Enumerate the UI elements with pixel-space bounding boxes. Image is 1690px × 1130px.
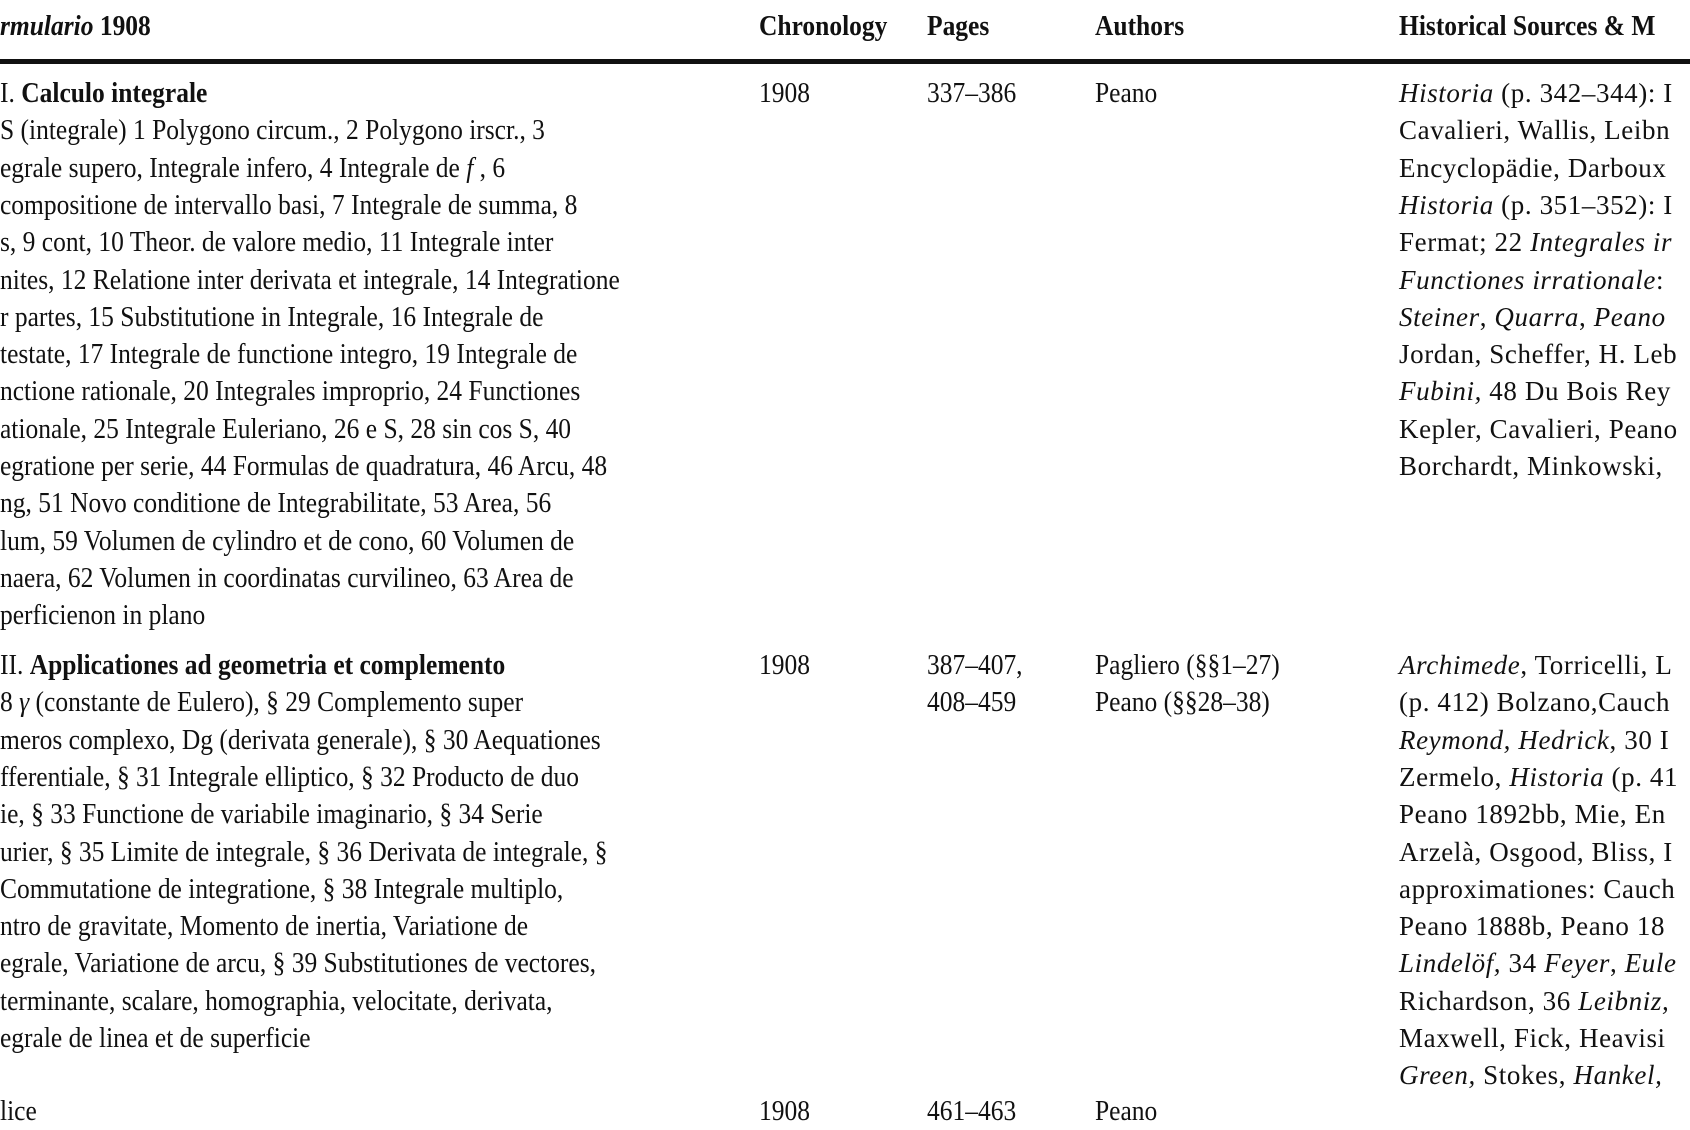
sources-line	[1399, 983, 1669, 1020]
contents-line	[0, 684, 523, 721]
contents-line	[0, 411, 571, 448]
contents-line	[0, 448, 607, 485]
text-segment: Encyclopädie, Darboux	[1399, 152, 1667, 183]
contents-line	[0, 983, 553, 1020]
text-segment: egrale de linea et de superficie	[0, 1023, 311, 1054]
sources-line	[1399, 1020, 1666, 1057]
text-segment: nctione rationale, 20 Integrales improprio, 24 Functiones	[0, 376, 581, 408]
text-segment: fferentiale, § 31 Integrale elliptico, § 32 Producto de duo	[0, 761, 580, 793]
sources-line	[1399, 150, 1667, 187]
text-segment: ie, § 33 Functione de variabile imaginario, § 34 Serie	[0, 799, 543, 831]
contents-line	[0, 75, 207, 112]
text-segment: egrale, Variatione de arcu, § 39 Substitutiones de vectores,	[0, 948, 597, 980]
italic-text: Lindelöf,	[1399, 948, 1502, 979]
contents-line	[0, 299, 543, 336]
sources-line	[1399, 75, 1673, 112]
header-chronology: Chronology	[759, 11, 888, 42]
text-segment: ng, 51 Novo conditione de Integrabilitate, 53 Area, 56	[0, 488, 552, 520]
header-rule	[0, 59, 1690, 64]
sources-line	[1399, 224, 1672, 261]
sources-line	[1399, 112, 1670, 149]
text-segment: ,	[1610, 948, 1625, 979]
pages-cell: 387–407,	[927, 650, 1023, 681]
text-segment: naera, 62 Volumen in coordinatas curvilineo, 63 Area de	[0, 562, 574, 594]
italic-text: Eule	[1624, 948, 1677, 979]
text-segment: 8	[0, 687, 20, 719]
text-segment: meros complexo, Dg (derivata generale), § 30 Aequationes	[0, 724, 601, 756]
chronology-cell: 1908	[759, 650, 810, 681]
text-segment: Jordan, Scheffer, H. Leb	[1399, 339, 1678, 370]
contents-line	[0, 112, 545, 149]
text-segment: 34	[1501, 948, 1545, 979]
chronology-cell: 1908	[759, 1096, 810, 1127]
contents-line	[0, 759, 579, 796]
sources-line	[1399, 299, 1666, 336]
contents-line	[0, 908, 528, 945]
text-segment: Kepler, Cavalieri, Peano	[1399, 413, 1678, 444]
italic-text: Historia	[1399, 78, 1494, 108]
sources-line	[1399, 722, 1669, 759]
text-segment: ,	[1479, 301, 1495, 332]
text-segment: s, 9 cont, 10 Theor. de valore medio, 11 Integrale inter	[0, 227, 554, 259]
contents-line	[0, 373, 580, 410]
text-segment: testate, 17 Integrale de functione integro, 19 Integrale de	[0, 339, 578, 371]
sources-line	[1399, 187, 1673, 224]
authors-cell: Peano (§§28–38)	[1095, 687, 1270, 719]
section-title: Applicationes ad geometria et complemento	[29, 650, 506, 681]
text-segment: (p. 412) Bolzano,Cauch	[1399, 687, 1671, 718]
sources-line	[1399, 834, 1673, 871]
text-segment: Arzelà, Osgood, Bliss, I	[1399, 836, 1673, 867]
text-segment: ,	[1579, 301, 1594, 332]
italic-text: Hankel,	[1573, 1060, 1663, 1091]
italic-text: γ	[19, 687, 30, 719]
header-title-italic: rmulario	[0, 11, 94, 42]
italic-text: Fubini,	[1399, 376, 1482, 407]
text-segment: Maxwell, Fick, Heavisi	[1399, 1023, 1666, 1053]
contents-line	[0, 834, 607, 871]
section-title: Calculo integrale	[21, 78, 208, 109]
sources-line	[1399, 871, 1675, 908]
text-segment: Peano 1892bb, Mie, En	[1399, 799, 1666, 830]
text-segment: I.	[0, 78, 22, 109]
contents-line	[0, 523, 574, 560]
italic-text: Historia	[1509, 761, 1605, 792]
contents-line	[0, 150, 505, 187]
italic-text: Archimede	[1399, 650, 1521, 680]
italic-text: Reymond, Hedrick	[1399, 724, 1610, 755]
contents-line	[0, 187, 577, 224]
text-segment: r partes, 15 Substitutione in Integrale, 16 Integrale de	[0, 301, 544, 333]
text-segment: (p. 351–352): I	[1493, 189, 1673, 220]
contents-line	[0, 945, 596, 982]
contents-line	[0, 796, 543, 833]
italic-text: Peano	[1593, 301, 1666, 332]
header-title-year: 1908	[93, 11, 151, 42]
text-segment: Commutatione de integratione, § 38 Integrale multiplo,	[0, 873, 564, 905]
sources-line	[1399, 336, 1677, 373]
contents-line	[0, 597, 205, 634]
text-segment: perficienon in plano	[0, 600, 206, 632]
contents-line	[0, 647, 505, 684]
pages-cell: 337–386	[927, 78, 1017, 109]
text-segment: lum, 59 Volumen de cylindro et de cono, 60 Volumen de	[0, 525, 575, 557]
text-segment: 48 Du Bois Rey	[1481, 376, 1671, 407]
text-segment: (constante de Eulero), § 29 Complemento super	[29, 687, 524, 719]
italic-text: f	[466, 152, 474, 184]
chronology-cell: 1908	[759, 78, 810, 109]
text-segment: , 6	[473, 152, 506, 184]
authors-cell: Pagliero (§§1–27)	[1095, 650, 1280, 681]
text-segment: compositione de intervallo basi, 7 Integrale de summa, 8	[0, 189, 578, 221]
contents-line	[0, 262, 620, 299]
authors-cell: Peano	[1095, 78, 1158, 109]
text-segment: urier, § 35 Limite de integrale, § 36 Derivata de integrale, §	[0, 836, 608, 868]
contents-line	[0, 224, 553, 261]
sources-line	[1399, 262, 1664, 299]
text-segment: ationale, 25 Integrale Euleriano, 26 e S, 28 sin cos S, 40	[0, 413, 572, 445]
header-pages: Pages	[927, 11, 990, 42]
contents-line	[0, 560, 574, 597]
text-segment: nites, 12 Relatione inter derivata et integrale, 14 Integratione	[0, 264, 620, 296]
italic-text: Steiner	[1399, 301, 1480, 332]
text-segment: S (integrale) 1 Polygono circum., 2 Polygono irscr., 3	[0, 115, 545, 147]
italic-text: Feyer	[1544, 948, 1611, 979]
authors-cell: Peano	[1095, 1096, 1158, 1127]
sources-line	[1399, 411, 1678, 448]
text-segment: egrale supero, Integrale infero, 4 Integrale de	[0, 152, 467, 184]
italic-text: Integrales ir	[1530, 227, 1673, 258]
text-segment: Richardson, 36	[1399, 985, 1579, 1016]
text-segment: egratione per serie, 44 Formulas de quadratura, 46 Arcu, 48	[0, 451, 608, 482]
italic-text: Quarra	[1494, 301, 1580, 332]
italic-text: Historia	[1399, 189, 1494, 220]
sources-line	[1399, 448, 1663, 485]
text-segment: lice	[0, 1096, 37, 1127]
sources-line	[1399, 908, 1665, 945]
contents-line	[0, 722, 601, 759]
sources-line	[1399, 759, 1678, 796]
sources-line	[1399, 945, 1677, 982]
sources-line	[1399, 796, 1666, 833]
text-segment: Fermat; 22	[1399, 227, 1531, 258]
text-segment: Peano 1888b, Peano 18	[1399, 911, 1666, 942]
text-segment: approximationes: Cauch	[1399, 873, 1676, 904]
header-authors: Authors	[1095, 11, 1185, 42]
pages-cell: 408–459	[927, 687, 1017, 719]
text-segment: ntro de gravitate, Momento de inertia, Variatione de	[0, 911, 529, 943]
header-title	[0, 8, 151, 45]
text-segment: terminante, scalare, homographia, velocitate, derivata,	[0, 985, 553, 1017]
contents-line	[0, 1093, 37, 1130]
sources-line	[1399, 373, 1671, 410]
contents-line	[0, 336, 577, 373]
text-segment: , Torricelli, L	[1520, 650, 1673, 680]
text-segment: II.	[0, 650, 30, 681]
contents-line	[0, 871, 563, 908]
sources-line	[1399, 684, 1670, 721]
italic-text: Functiones irrationale	[1399, 264, 1656, 295]
text-segment: , 30 I	[1609, 724, 1670, 755]
text-segment: Zermelo,	[1399, 761, 1510, 792]
text-segment: (p. 41	[1604, 761, 1679, 792]
text-segment: (p. 342–344): I	[1493, 78, 1673, 108]
contents-line	[0, 1020, 311, 1057]
pages-cell: 461–463	[927, 1096, 1017, 1127]
text-segment: Borchardt, Minkowski,	[1399, 451, 1663, 481]
italic-text: Green,	[1399, 1060, 1476, 1091]
contents-line	[0, 485, 551, 522]
text-segment: Stokes,	[1475, 1060, 1574, 1091]
sources-line	[1399, 647, 1672, 684]
text-segment: :	[1655, 264, 1665, 295]
header-sources: Historical Sources & M	[1399, 11, 1656, 42]
sources-line	[1399, 1057, 1662, 1094]
text-segment: Cavalieri, Wallis, Leibn	[1399, 115, 1671, 146]
italic-text: Leibniz,	[1578, 985, 1670, 1016]
